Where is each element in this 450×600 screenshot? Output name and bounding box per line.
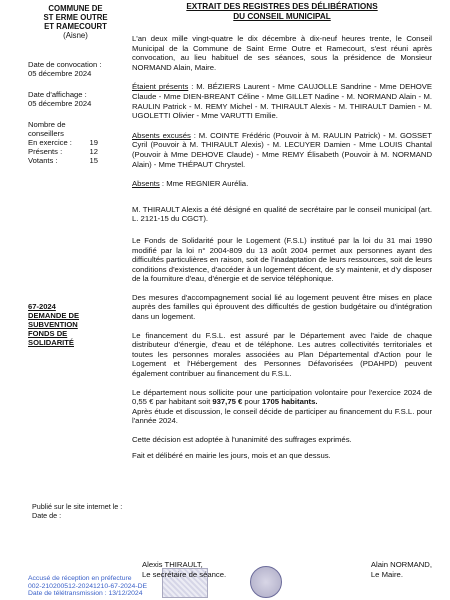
left-margin bbox=[28, 0, 123, 520]
presents-label: Étaient présents bbox=[132, 82, 189, 92]
deliberation-number: 67-2024 bbox=[28, 302, 56, 311]
presents-list: : M. BÉZIERS Laurent - Mme CAUJOLLE Sandrine - Mme DEHOVE Claude - Mme DIEN-BREANT Céline - Mme GILLET Nadine - M. NORMAND Alain - M. RAULIN Patrick - M. REMY Michel - M. THIRAULT Alexis - M. THIRAULT Damien - M. UGOLETTI Olivier - Mme VARUTTI Emilie. bbox=[132, 82, 432, 121]
secretary-role: Le secrétaire de séance. bbox=[142, 569, 227, 579]
mayor-name: Alain NORMAND, bbox=[370, 560, 432, 569]
intro-paragraph: L'an deux mille vingt-quatre le dix décembre à dix-neuf heures trente, le Conseil Municipal de la Commune de Saint Erme Outre et Ramecourt, s'est réuni après convocation, au lieu habituel de ses séances, sous la présidence de Monsieur NORMAND Alain, Maire. bbox=[132, 34, 432, 72]
absents-paragraph bbox=[132, 179, 432, 189]
excuses-list: : M. COINTE Frédéric (Pouvoir à M. RAULIN Patrick) - M. GOSSET Cyril (Pouvoir à M. THIRAULT Alexis) - M. LECUYER Damien - Mme LOUIS Chantal (Pouvoir à Mme DEHOVE Claude) - Mme REMY Élisabeth (Pouvoir à M. NORMAND Alain) - Mme THÉPAUT Chrystel. bbox=[132, 130, 432, 169]
measures-paragraph: Des mesures d'accompagnement social lié au logement peuvent être mises en place auprès des familles qui éprouvent des difficultés de gestion budgétaire ou d'intégration dans un logement. bbox=[132, 292, 432, 322]
absents-list: : Mme REGNIER Aurélia. bbox=[159, 179, 249, 189]
conseillers-block bbox=[28, 120, 123, 165]
fsl-paragraph: Le Fonds de Solidarité pour le Logement (F.S.L) institué par la loi du 31 mai 1990 modifié par la loi n° 2004-809 du 13 août 2004 permet aux personnes ayant des difficultés particulières en raison, soit de l'inadaptation de leurs ressources, soit de leurs conditions d'existence, d'accéder à un logement décent, de s'y maintenir, et d'y disposer de la fourniture d'eau, d'énergie et de service téléphonique. bbox=[132, 235, 432, 284]
decision-paragraph: Après étude et discussion, le conseil décide de participer au financement du F.S.L. pour l'année 2024. bbox=[132, 406, 432, 426]
deliberation-heading bbox=[28, 302, 123, 347]
receipt-line: Accusé de réception en préfecture bbox=[28, 575, 132, 582]
row-label: Présents : bbox=[28, 147, 63, 156]
commune-line: COMMUNE DE bbox=[48, 4, 103, 13]
commune-line: ET RAMECOURT bbox=[44, 22, 107, 31]
financing-paragraph: Le financement du F.S.L. est assuré par le Département avec l'aide de chaque distributeur d'énergie, d'eau et de téléphone. Les autres collectivités territoriales et toutes les personnes morales associées au Plan Départemental d'Action pour le Logement et l'Hébergement des Personnes Défavorisées (PDAHPD) peuvent également contribuer au financement du F.S.L. bbox=[132, 330, 432, 379]
mayor-signature bbox=[371, 560, 432, 579]
prefecture-receipt bbox=[28, 575, 228, 598]
unanimity-paragraph: Cette décision est adoptée à l'unanimité des suffrages exprimés. bbox=[132, 435, 352, 444]
request-text: pour bbox=[242, 397, 262, 407]
deliberation-title-line: DEMANDE DE bbox=[28, 311, 80, 320]
convocation-block bbox=[28, 60, 123, 78]
secretary-paragraph: M. THIRAULT Alexis a été désigné en qualité de secrétaire par le conseil municipal (art. L. 2121-15 du CGCT). bbox=[132, 204, 432, 224]
affichage-label: Date d'affichage : bbox=[28, 90, 87, 99]
row-value: 15 bbox=[89, 156, 98, 165]
row-value: 19 bbox=[89, 138, 98, 147]
commune-name bbox=[28, 4, 123, 40]
secretary-name: Alexis THIRAULT, bbox=[142, 560, 203, 569]
deliberation-title-line: FONDS DE bbox=[28, 329, 68, 338]
mayor-role: Le Maire. bbox=[370, 569, 403, 579]
municipal-seal bbox=[250, 566, 282, 598]
deliberation-title-line: SUBVENTION bbox=[28, 320, 78, 329]
request-paragraph bbox=[132, 388, 432, 407]
presents-paragraph bbox=[132, 82, 432, 120]
excuses-label: Absents excusés bbox=[132, 130, 191, 140]
absents-label: Absents bbox=[132, 179, 160, 189]
receipt-line: 002-210200512-20241210-67-2024-DE bbox=[28, 582, 148, 590]
row-label: Votants : bbox=[28, 156, 58, 165]
affichage-date: 05 décembre 2024 bbox=[28, 99, 92, 108]
convocation-date: 05 décembre 2024 bbox=[28, 69, 92, 78]
commune-department: (Aisne) bbox=[63, 31, 88, 40]
publication-date: Date de : bbox=[32, 510, 62, 520]
main-text bbox=[132, 0, 432, 460]
conseillers-row bbox=[28, 138, 123, 147]
conseillers-title: conseillers bbox=[28, 129, 64, 138]
request-inhabitants: 1705 habitants. bbox=[261, 397, 318, 407]
request-text: Le département nous sollicite pour une participation volontaire pour l'exercice 2024 de 0,55 € par habitant soit bbox=[132, 387, 432, 407]
closing-paragraph: Fait et délibéré en mairie les jours, mois et an que dessus. bbox=[132, 450, 331, 460]
conseillers-row bbox=[28, 147, 123, 156]
conseillers-row bbox=[28, 156, 123, 165]
row-value: 12 bbox=[89, 147, 98, 156]
header-line: EXTRAIT DES REGISTRES DES DÉLIBÉRATIONS bbox=[186, 2, 378, 11]
header-line: DU CONSEIL MUNICIPAL bbox=[233, 12, 331, 21]
row-label: En exercice : bbox=[28, 138, 72, 147]
publication-label: Publié sur le site internet le : bbox=[32, 502, 123, 511]
publication-block bbox=[32, 503, 124, 520]
commune-line: ST ERME OUTRE bbox=[43, 13, 108, 22]
convocation-label: Date de convocation : bbox=[28, 60, 102, 69]
excuses-paragraph bbox=[132, 131, 432, 169]
document-header bbox=[132, 2, 432, 22]
receipt-line: Date de télétransmission : 13/12/2024 bbox=[28, 590, 143, 598]
conseillers-title: Nombre de bbox=[28, 120, 66, 129]
request-amount: 937,75 € bbox=[212, 397, 243, 407]
affichage-block bbox=[28, 90, 123, 108]
deliberation-title-line: SOLIDARITÉ bbox=[28, 338, 74, 347]
